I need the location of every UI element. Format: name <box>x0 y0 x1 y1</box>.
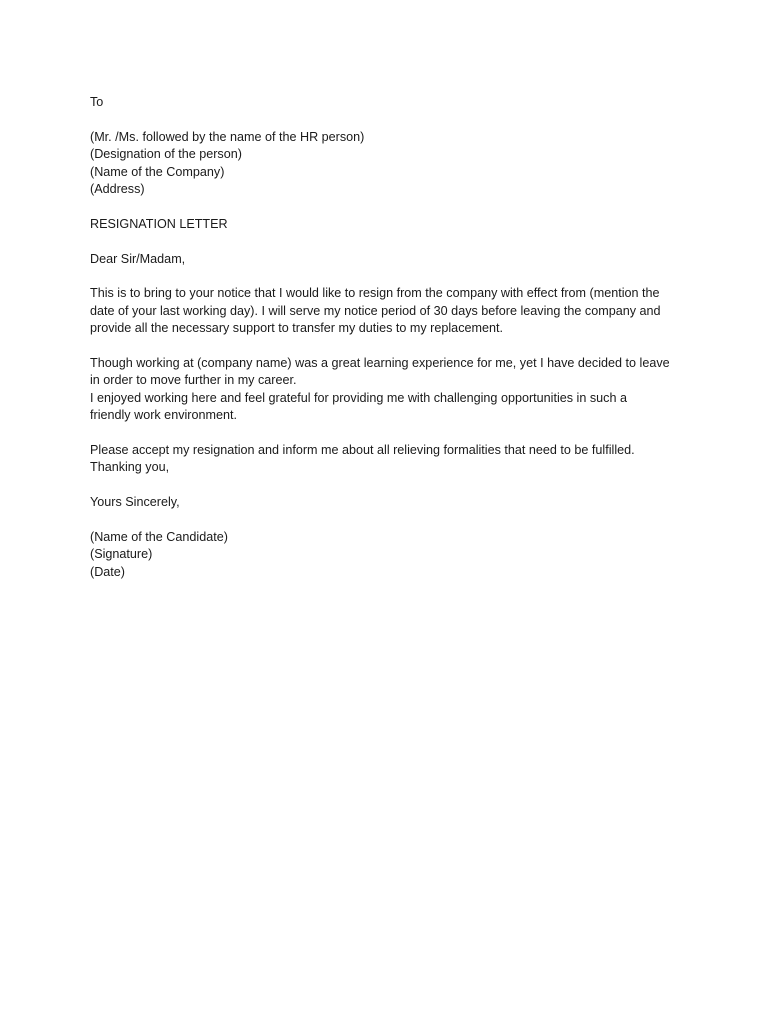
spacer <box>90 198 690 215</box>
paragraph-line: friendly work environment. <box>90 408 237 423</box>
paragraph-line: I enjoyed working here and feel grateful for providing me with challenging opportunities in such a <box>90 390 627 405</box>
spacer <box>90 111 690 128</box>
paragraph-line: date of your last working day). I will serve my notice period of 30 days before leaving the company and <box>90 303 661 318</box>
recipient-designation: (Designation of the person) <box>90 147 242 162</box>
signature-line: (Signature) <box>90 547 153 562</box>
candidate-name: (Name of the Candidate) <box>90 530 228 545</box>
paragraph-notice <box>90 285 690 337</box>
spacer <box>90 425 690 442</box>
letter-subject: RESIGNATION LETTER <box>90 216 228 231</box>
paragraph-line: Please accept my resignation and inform me about all relieving formalities that need to be fulfilled. <box>90 443 635 458</box>
spacer <box>90 338 690 355</box>
spacer <box>90 268 690 285</box>
spacer <box>90 233 690 250</box>
date-line: (Date) <box>90 564 125 579</box>
recipient-company: (Name of the Company) <box>90 164 225 179</box>
recipient-block <box>90 129 690 199</box>
paragraph-line: Thanking you, <box>90 460 170 475</box>
paragraph-line: This is to bring to your notice that I would like to resign from the company with effect from (mention the <box>90 286 660 301</box>
paragraph-line: in order to move further in my career. <box>90 373 297 388</box>
paragraph-line: provide all the necessary support to transfer my duties to my replacement. <box>90 321 503 336</box>
paragraph-line: Though working at (company name) was a great learning experience for me, yet I have decided to leave <box>90 356 670 371</box>
to-line: To <box>90 95 104 109</box>
salutation: Dear Sir/Madam, <box>90 251 186 266</box>
closing: Yours Sincerely, <box>90 495 180 510</box>
spacer <box>90 512 690 529</box>
paragraph-experience <box>90 355 690 425</box>
spacer <box>90 477 690 494</box>
letter-body <box>90 94 690 581</box>
recipient-name: (Mr. /Ms. followed by the name of the HR person) <box>90 129 365 144</box>
recipient-address: (Address) <box>90 182 145 197</box>
signature-block <box>90 529 690 581</box>
paragraph-request <box>90 442 690 477</box>
